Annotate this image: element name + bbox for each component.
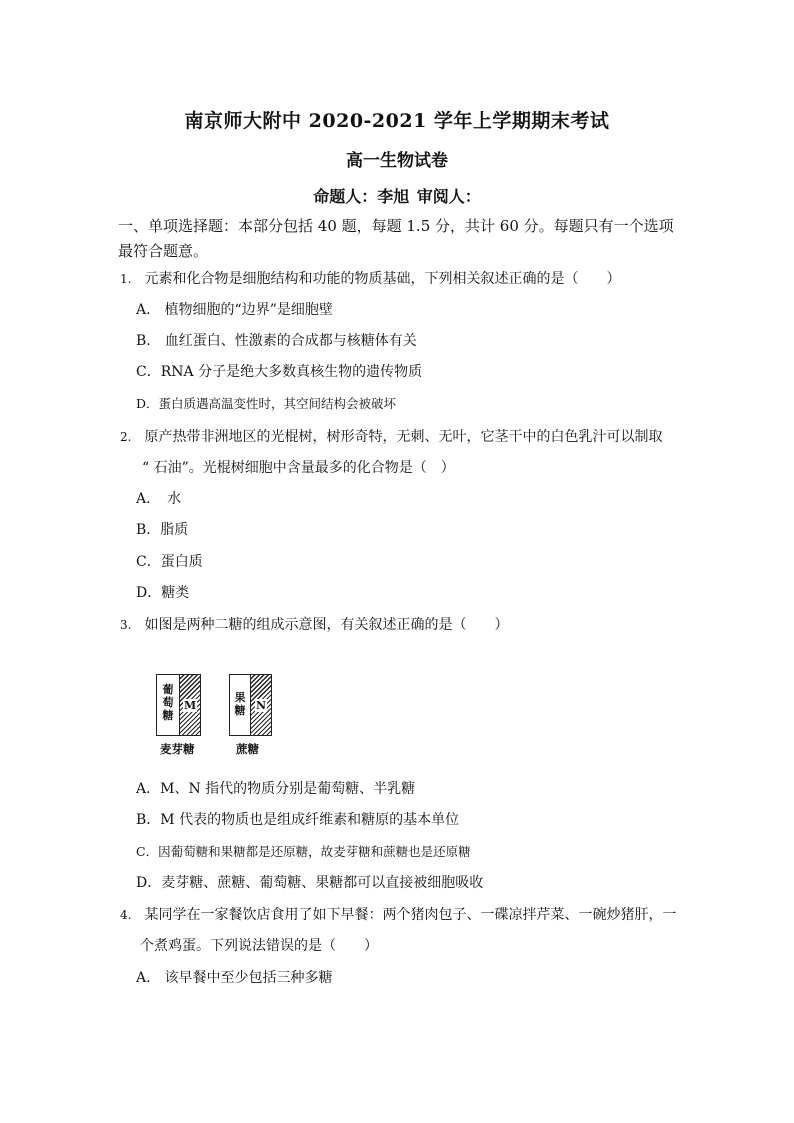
- letter-n: N: [256, 699, 267, 712]
- glucose-block: [156, 674, 180, 736]
- option-3a: A．M、N 指代的物质分别是葡萄糖、半乳糖: [136, 781, 416, 797]
- question-stem: 元素和化合物是细胞结构和功能的物质基础，下列相关叙述正确的是（ ）: [144, 271, 621, 287]
- m-hatched-block: [179, 674, 201, 736]
- authors-line: 命题人：李旭 审阅人：: [313, 187, 481, 206]
- disaccharide-figure: [156, 672, 286, 762]
- question-1: [120, 268, 620, 288]
- option-3d: D．麦芽糖、蔗糖、葡萄糖、果糖都可以直接被细胞吸收: [136, 875, 484, 891]
- question-number: 1.: [120, 272, 132, 286]
- question-number: 2.: [120, 430, 132, 444]
- glucose-label: 葡 萄 糖: [162, 683, 174, 722]
- option-1a: A. 植物细胞的“边界”是细胞壁: [136, 302, 333, 318]
- section-instructions: 一、单项选择题：本部分包括 40 题，每题 1.5 分，共计 60 分。每题只有一个选项最符合题意。: [118, 217, 674, 260]
- question-stem-line2: “ 石油”。光棍树细胞中含量最多的化合物是（ ）: [142, 460, 455, 476]
- option-2b: B．脂质: [136, 522, 189, 538]
- question-number: 3.: [120, 618, 132, 632]
- option-2a: A． 水: [136, 491, 182, 507]
- sucrose-caption: 蔗糖: [236, 742, 259, 756]
- question-stem: 如图是两种二糖的组成示意图，有关叙述正确的是（ ）: [144, 617, 509, 633]
- option-2d: D．糖类: [136, 585, 190, 601]
- fructose-label: 果 糖: [234, 691, 246, 717]
- option-1c: C．RNA 分子是绝大多数真核生物的遗传物质: [136, 364, 423, 380]
- letter-m: M: [184, 699, 197, 712]
- option-1d: D．蛋白质遇高温变性时，其空间结构会被破坏: [136, 396, 397, 411]
- question-stem-line1: 某同学在一家餐饮店食用了如下早餐：两个猪肉包子、一碟凉拌芹菜、一碗炒猪肝，一: [144, 907, 677, 923]
- option-2c: C．蛋白质: [136, 554, 203, 570]
- question-2: [120, 426, 662, 446]
- question-4: [120, 904, 676, 924]
- fructose-block: [229, 674, 251, 736]
- question-3: [120, 614, 508, 634]
- option-1b: B. 血红蛋白、性激素的合成都与核糖体有关: [136, 333, 417, 349]
- question-stem-line2: 个煮鸡蛋。下列说法错误的是（ ）: [140, 938, 378, 954]
- exam-subtitle: 高一生物试卷: [346, 151, 448, 171]
- exam-title: 南京师大附中 2020-2021 学年上学期期末考试: [184, 110, 610, 132]
- option-3b: B．M 代表的物质也是组成纤维素和糖原的基本单位: [136, 812, 460, 828]
- question-number: 4.: [120, 908, 132, 922]
- question-stem-line1: 原产热带非洲地区的光棍树，树形奇特，无刺、无叶，它茎干中的白色乳汁可以制取: [144, 429, 663, 445]
- option-3c: C．因葡萄糖和果糖都是还原糖，故麦芽糖和蔗糖也是还原糖: [136, 844, 471, 859]
- n-hatched-block: [250, 674, 272, 736]
- maltose-caption: 麦芽糖: [160, 742, 195, 756]
- option-4a: A. 该早餐中至少包括三种多糖: [136, 970, 333, 986]
